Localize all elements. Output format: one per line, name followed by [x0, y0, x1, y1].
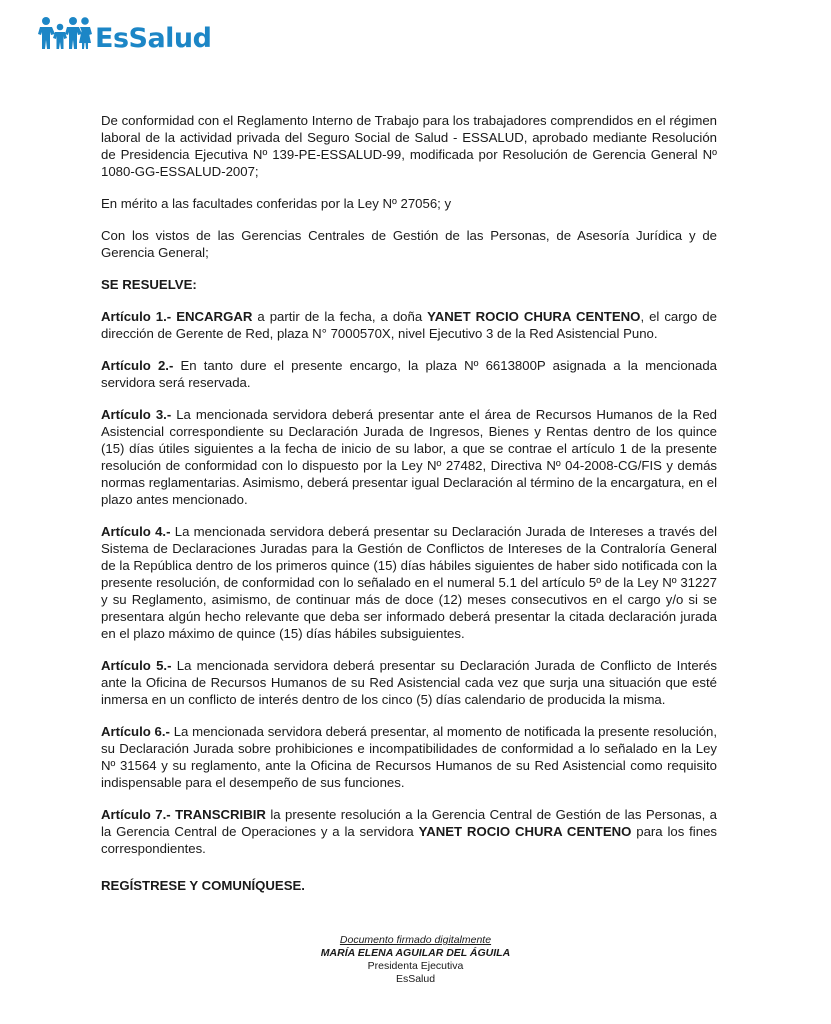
signatory-name: MARÍA ELENA AGUILAR DEL ÁGUILA: [320, 947, 511, 959]
article-6-label: Artículo 6.-: [101, 724, 170, 739]
paragraph-vistos: Con los vistos de las Gerencias Centrales de Gestión de las Personas, de Asesoría Jurídica y de Gerencia General;: [101, 228, 717, 260]
family-figures-icon: [38, 16, 92, 50]
article-3-label: Artículo 3.-: [101, 407, 172, 422]
article-1-text-b: , el cargo de dirección de Gerente de Red, plaza N° 7000570X, nivel Ejecutivo 3 de la Red Asistencial Puno.: [101, 309, 717, 341]
article-7-label: Artículo 7.-: [101, 807, 171, 822]
article-6-text: La mencionada servidora deberá presentar, al momento de notificada la presente resolución, su Declaración Jurada sobre prohibiciones e incompatibilidades de conformidad a lo señalado en la Ley Nº 31564 y su reglamento, ante la Oficina de Recursos Humanos de su Red Asistencial como requisito indispensable para el desempeño de sus funciones.: [101, 724, 718, 790]
article-1-text-a: a partir de la fecha, a doña: [257, 309, 423, 324]
paragraph-considerando: De conformidad con el Reglamento Interno de Trabajo para los trabajadores comprendidos en el régimen laboral de la actividad privada del Seguro Social de Salud - ESSALUD, aprobado mediante Resolución de Presidencia Ejecutiva Nº 139-PE-ESSALUD-99, modificada por Resolución de Gerencia General Nº 1080-GG-ESSALUD-2007;: [101, 113, 717, 179]
article-1-verb: ENCARGAR: [176, 309, 253, 324]
article-7-text-a: la presente resolución a la Gerencia Central de Gestión de las Personas, a la Gerencia Central de Operaciones y a la servidora: [101, 807, 718, 839]
article-7-verb: TRANSCRIBIR: [175, 807, 266, 822]
article-7-name: YANET ROCIO CHURA CENTENO: [418, 824, 632, 839]
brand-name: EsSalud: [95, 23, 212, 54]
article-1-label: Artículo 1.-: [101, 309, 172, 324]
signature-block: [0, 934, 831, 986]
article-6: [101, 723, 717, 791]
article-3: [101, 406, 717, 508]
article-5-label: Artículo 5.-: [101, 658, 172, 673]
paragraph-merito: En mérito a las facultades conferidas por la Ley Nº 27056; y: [101, 196, 452, 211]
article-7-text-b: para los fines correspondientes.: [101, 824, 717, 856]
article-7: [101, 806, 717, 857]
article-1: [101, 308, 717, 342]
signatory-org: EsSalud: [395, 973, 436, 985]
closing-formula: REGÍSTRESE Y COMUNÍQUESE.: [101, 878, 305, 893]
article-5: [101, 657, 717, 708]
article-4-label: Artículo 4.-: [101, 524, 171, 539]
essalud-logo: [38, 16, 212, 54]
article-3-text: La mencionada servidora deberá presentar ante el área de Recursos Humanos de la Red Asistencial correspondiente su Declaración Jurada de Ingresos, Bienes y Rentas dentro de los quince (15) días útiles siguientes a la fecha de inicio de su labor, a que se contrae el artículo 1 de la presente resolución de conformidad con lo dispuesto por la Ley Nº 27482, Directiva Nº 04-2008-CG/FIS y demás normas reglamentarias. Asimismo, deberá presentar igual Declaración al término de la encargatura, en el plazo antes mencionado.: [101, 407, 717, 507]
article-2-text: En tanto dure el presente encargo, la plaza Nº 6613800P asignada a la mencionada servidora será reservada.: [101, 358, 717, 390]
article-1-name: YANET ROCIO CHURA CENTENO: [427, 309, 641, 324]
article-2: [101, 357, 717, 391]
se-resuelve-heading: SE RESUELVE:: [101, 277, 197, 292]
signature-note: Documento firmado digitalmente: [339, 934, 492, 946]
document-body: [101, 112, 717, 909]
article-4-text: La mencionada servidora deberá presentar su Declaración Jurada de Intereses a través del Sistema de Declaraciones Juradas para la Gestión de Conflictos de Intereses de la Contraloría General de la República dentro de los primeros quince (15) días hábiles siguientes de haber sido notificada con la presente resolución, de conformidad con lo señalado en el numeral 5.1 del artículo 5º de la Ley Nº 31227 y su Reglamento, asimismo, de continuar más de doce (12) meses consecutivos en el cargo y/o si se presentara algún hecho relevante que deba ser informado deberá presentar la citada declaración jurada en el plazo máximo de quince (15) días hábiles subsiguientes.: [101, 524, 717, 641]
article-4: [101, 523, 717, 642]
article-2-label: Artículo 2.-: [101, 358, 174, 373]
article-5-text: La mencionada servidora deberá presentar su Declaración Jurada de Conflicto de Interés ante la Oficina de Recursos Humanos de su Red Asistencial cada vez que surja una situación que esté inmersa en un conflicto de interés dentro de los cinco (5) días calendario de producida la misma.: [101, 658, 717, 707]
signatory-role: Presidenta Ejecutiva: [367, 960, 464, 972]
